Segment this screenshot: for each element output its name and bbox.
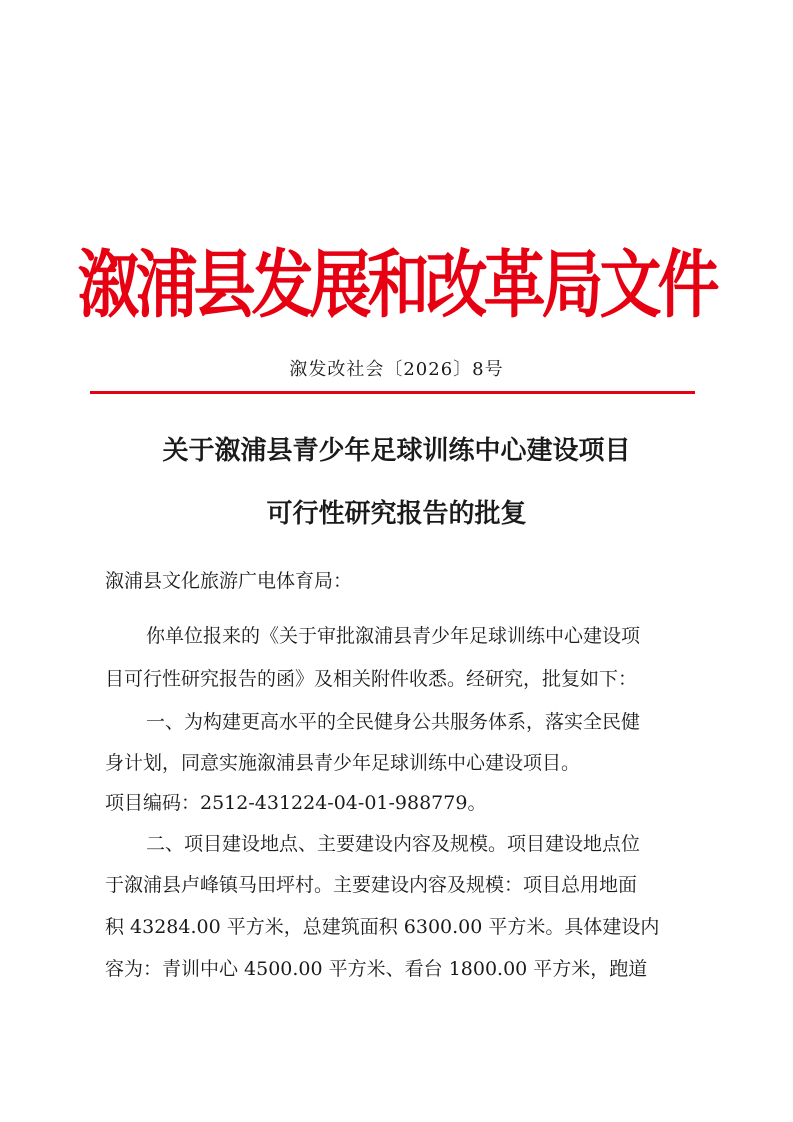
body-line: 二、项目建设地点、主要建设内容及规模。项目建设地点位 (146, 833, 641, 855)
body-line: 于溆浦县卢峰镇马田坪村。主要建设内容及规模：项目总用地面 (105, 874, 638, 896)
body-line: 容为：青训中心 4500.00 平方米、看台 1800.00 平方米，跑道 (105, 958, 648, 980)
document-title-line-2: 可行性研究报告的批复 (266, 499, 527, 529)
body-line: 一、为构建更高水平的全民健身公共服务体系，落实全民健 (146, 711, 641, 733)
body-line: 身计划，同意实施溆浦县青少年足球训练中心建设项目。 (105, 752, 581, 774)
agency-masthead: 溆浦县发展和改革局文件 (77, 240, 716, 327)
document-number: 溆发改社会〔2026〕8号 (289, 359, 504, 380)
red-divider-rule (90, 391, 695, 394)
body-line: 目可行性研究报告的函》及相关附件收悉。经研究，批复如下： (105, 668, 638, 690)
document-title-line-1: 关于溆浦县青少年足球训练中心建设项目 (162, 436, 631, 466)
body-line: 积 43284.00 平方米，总建筑面积 6300.00 平方米。具体建设内 (105, 916, 660, 938)
addressee: 溆浦县文化旅游广电体育局： (105, 570, 353, 592)
body-line: 你单位报来的《关于审批溆浦县青少年足球训练中心建设项 (146, 625, 641, 647)
project-code-line: 项目编码：2512-431224-04-01-988779。 (105, 792, 487, 814)
